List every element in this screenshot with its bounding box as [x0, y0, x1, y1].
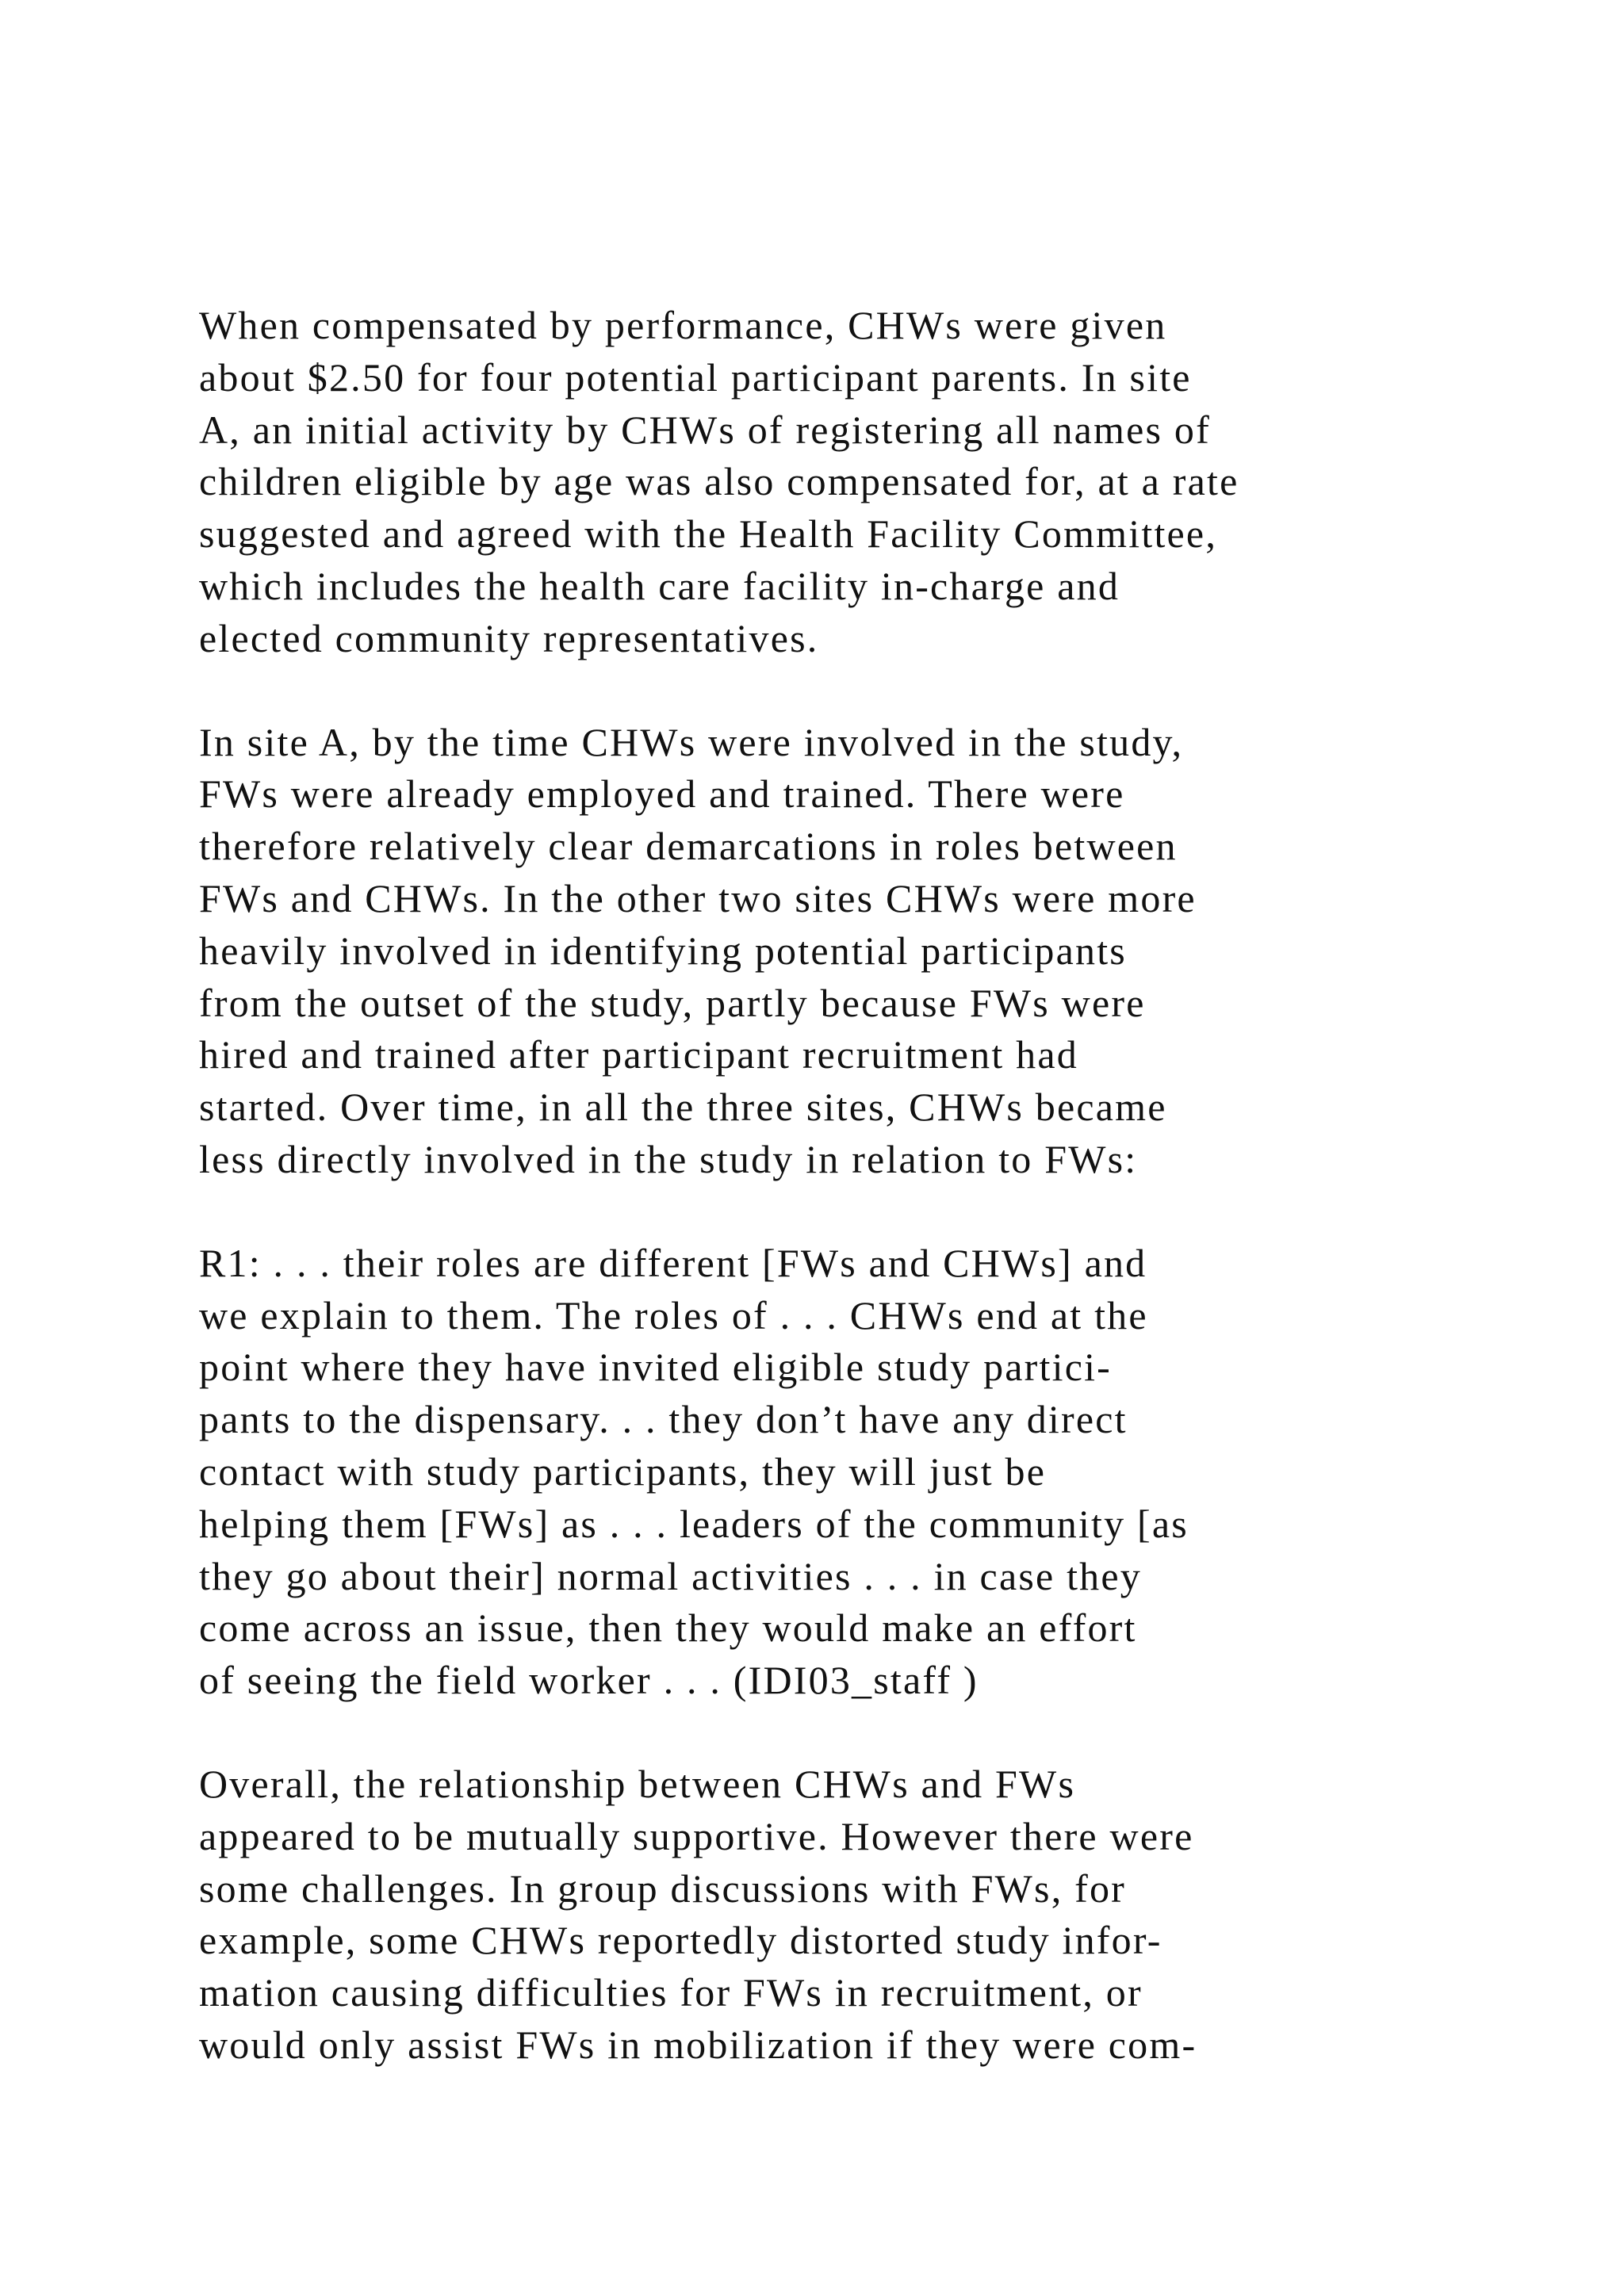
text-line: helping them [FWs] as . . . leaders of the community [as	[199, 1501, 1189, 1546]
text-line: therefore relatively clear demarcations in roles between	[199, 824, 1178, 869]
text-line: A, an initial activity by CHWs of registering all names of	[199, 407, 1211, 452]
paragraph-relationship	[199, 1758, 1595, 2072]
text-line: which includes the health care facility in-charge and	[199, 563, 1120, 608]
text-line: would only assist FWs in mobilization if they were com-	[199, 2022, 1197, 2067]
text-line: started. Over time, in all the three sites, CHWs became	[199, 1085, 1167, 1130]
text-line: In site A, by the time CHWs were involved in the study,	[199, 719, 1184, 764]
text-line: from the outset of the study, partly because FWs were	[199, 980, 1146, 1025]
text-line: FWs and CHWs. In the other two sites CHWs were more	[199, 875, 1197, 920]
text-line: elected community representatives.	[199, 615, 819, 660]
text-line: example, some CHWs reportedly distorted study infor-	[199, 1918, 1162, 1963]
text-line: less directly involved in the study in relation to FWs:	[199, 1136, 1138, 1181]
paragraph-interview-quote	[199, 1238, 1595, 1707]
text-line: mation causing difficulties for FWs in recruitment, or	[199, 1970, 1143, 2015]
text-line: R1: . . . their roles are different [FWs and CHWs] and	[199, 1240, 1147, 1285]
text-line: hired and trained after participant recruitment had	[199, 1032, 1078, 1077]
paragraph-site-roles	[199, 717, 1595, 1186]
text-line: some challenges. In group discussions with FWs, for	[199, 1866, 1127, 1911]
text-line: of seeing the field worker . . . (IDI03_staff )	[199, 1658, 979, 1703]
text-line: suggested and agreed with the Health Facility Committee,	[199, 511, 1218, 557]
text-line: they go about their] normal activities . . . in case they	[199, 1553, 1142, 1598]
text-line: Overall, the relationship between CHWs and FWs	[199, 1761, 1076, 1806]
paragraph-compensation	[199, 300, 1595, 665]
text-line: When compensated by performance, CHWs were given	[199, 303, 1167, 347]
text-line: children eligible by age was also compensated for, at a rate	[199, 459, 1239, 504]
text-line: heavily involved in identifying potential participants	[199, 928, 1127, 973]
text-line: contact with study participants, they will just be	[199, 1448, 1047, 1494]
text-line: pants to the dispensary. . . they don’t have any direct	[199, 1397, 1128, 1442]
text-line: about $2.50 for four potential participant parents. In site	[199, 354, 1192, 400]
text-line: come across an issue, then they would make an effort	[199, 1605, 1137, 1651]
text-line: we explain to them. The roles of . . . CHWs end at the	[199, 1292, 1148, 1337]
body-text	[199, 300, 1595, 2123]
text-line: point where they have invited eligible study partici-	[199, 1345, 1113, 1390]
text-line: appeared to be mutually supportive. However there were	[199, 1813, 1194, 1858]
text-line: FWs were already employed and trained. There were	[199, 771, 1125, 817]
